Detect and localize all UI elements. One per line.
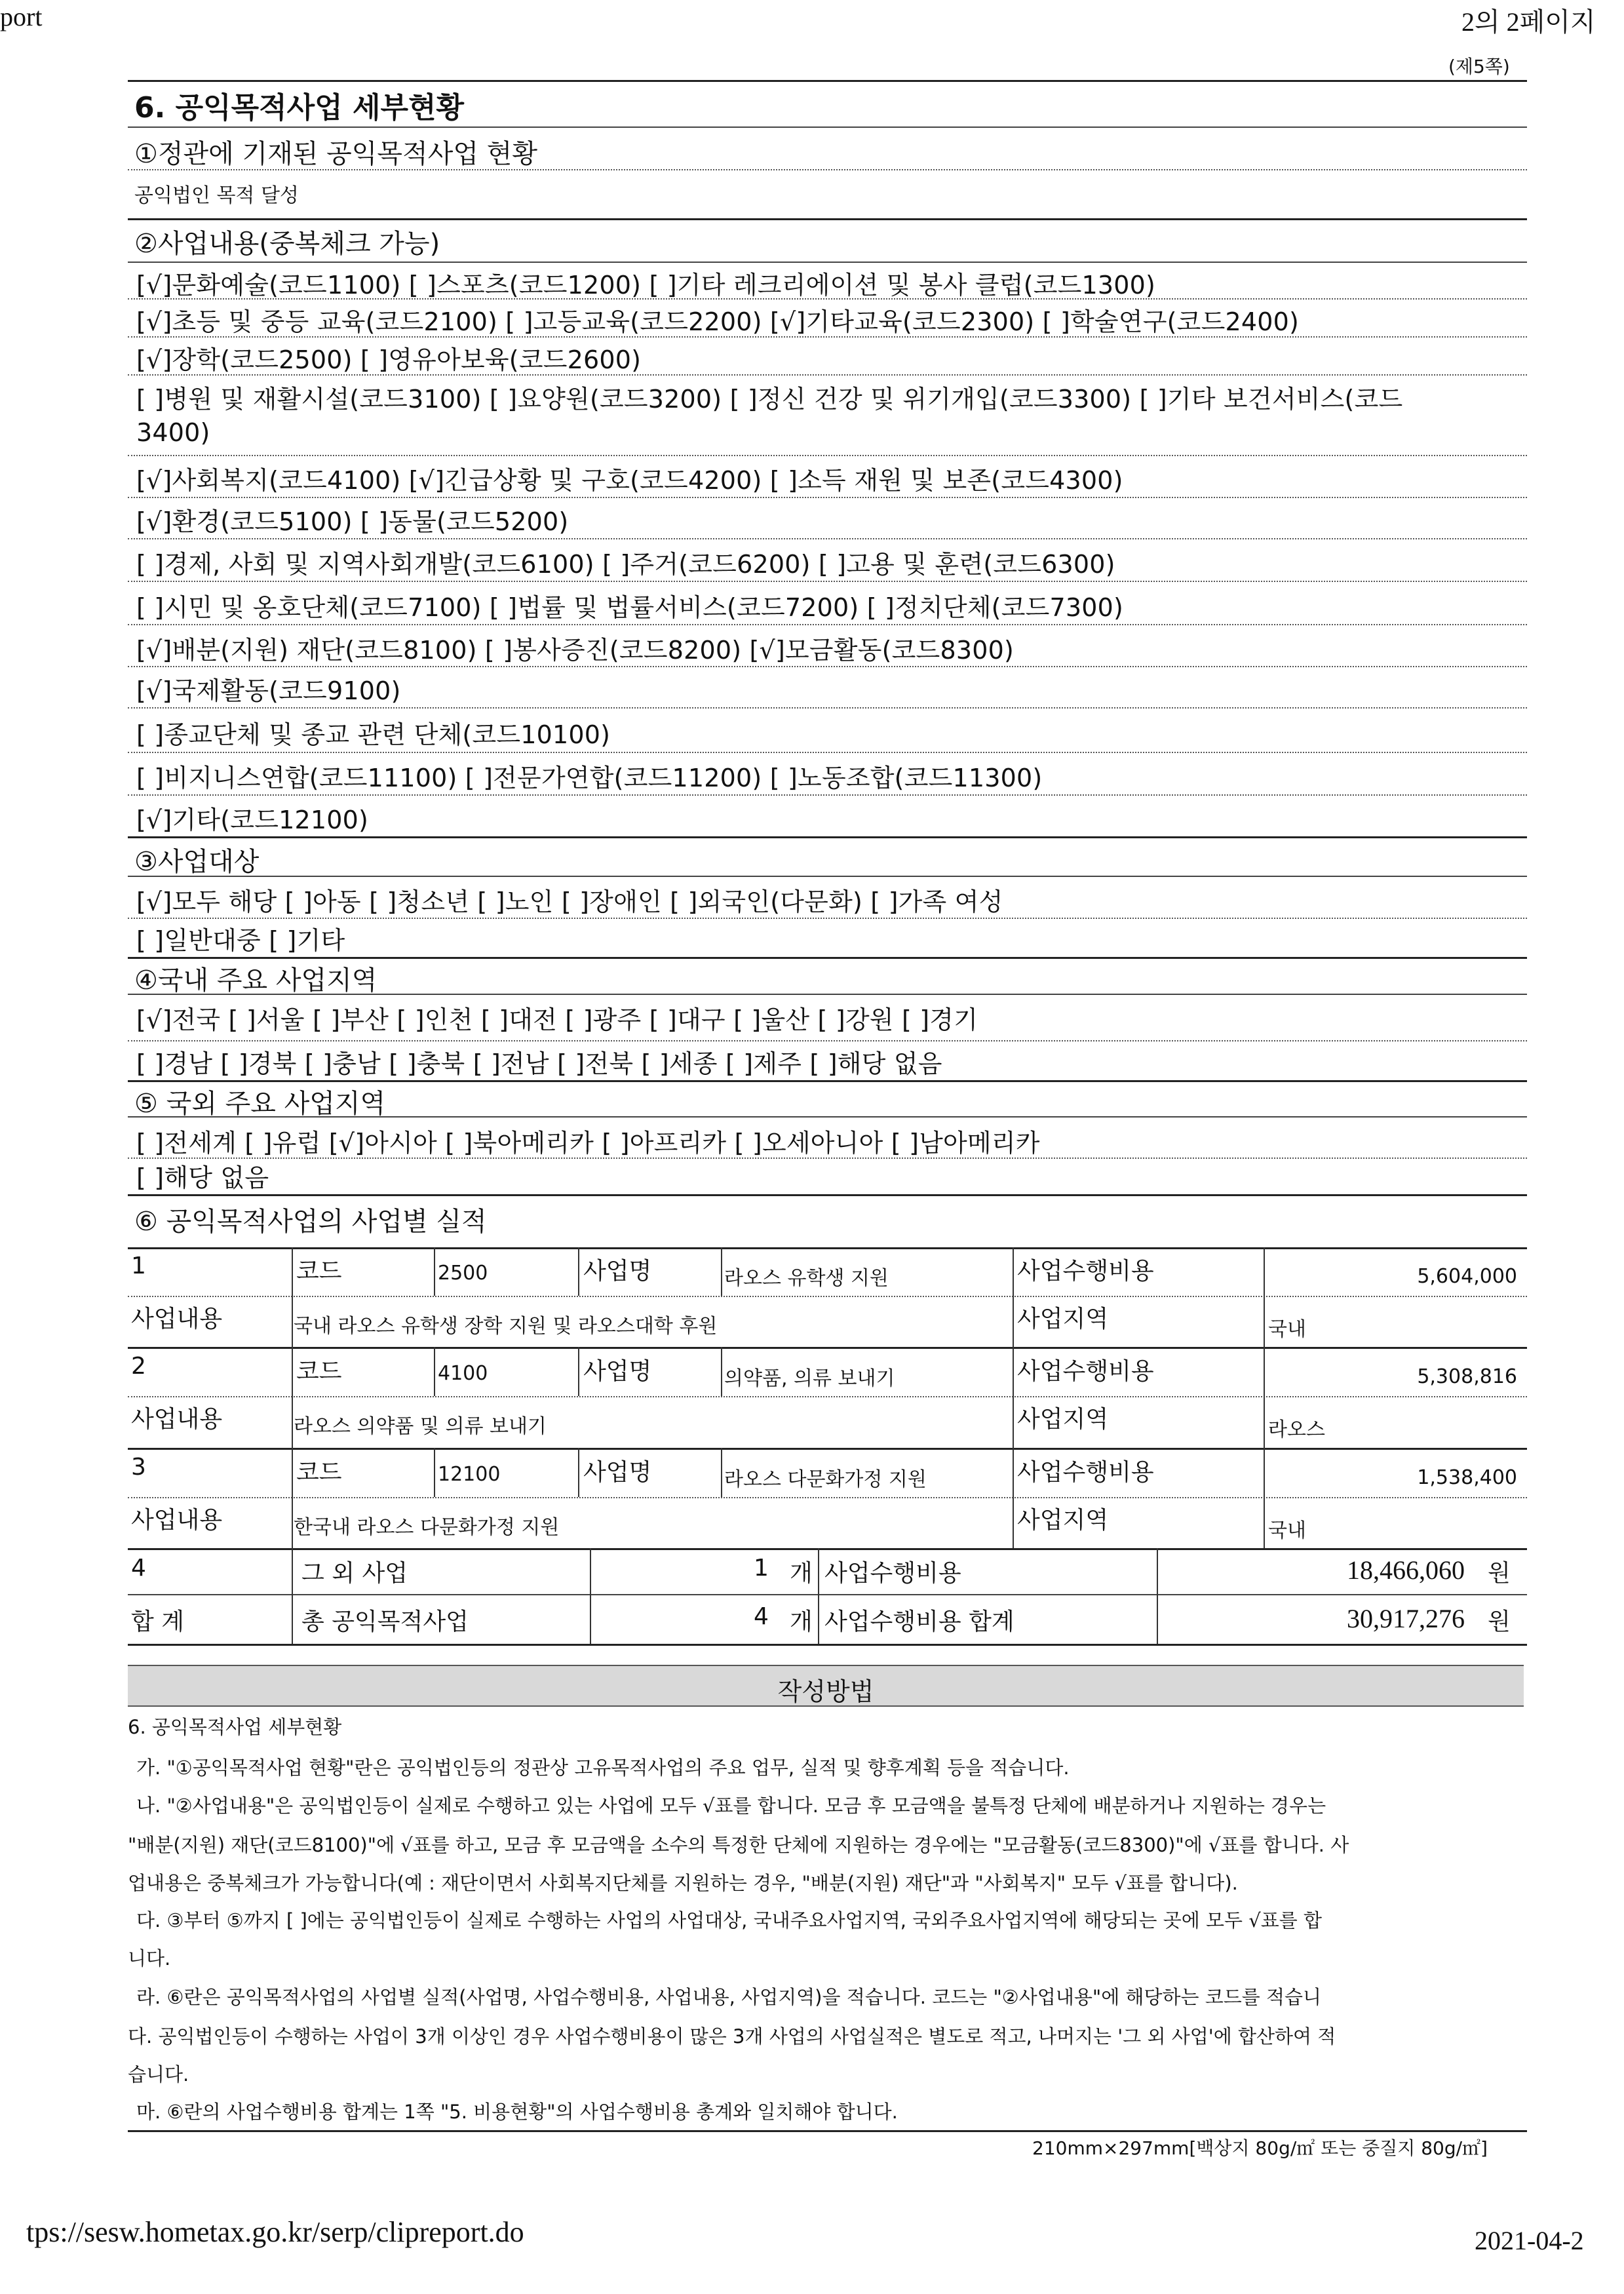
item-code: 4100 — [438, 1362, 488, 1385]
guide-line: 습니다. — [128, 2063, 189, 2086]
rule — [128, 169, 1527, 170]
guide-line: 다. 공익법인등이 수행하는 사업이 3개 이상인 경우 사업수행비용이 많은 3개 사업의 사업실적은 별도로 적고, 나머지는 '그 외 사업'에 합산하여 적 — [128, 2025, 1336, 2048]
cost-label: 사업수행비용 — [1017, 1258, 1154, 1285]
guide-line: 라. ⑥란은 공익목적사업의 사업별 실적(사업명, 사업수행비용, 사업내용, 사업지역)을 적습니다. 코드는 "②사업내용"에 해당하는 코드를 적습니 — [136, 1986, 1322, 2008]
item-code: 2500 — [438, 1262, 488, 1285]
guide-title: 작성방법 — [777, 1677, 874, 1706]
rule — [128, 126, 1527, 128]
total-count: 4 — [754, 1603, 769, 1630]
item-region: 라오스 — [1268, 1418, 1325, 1441]
other-unit: 개 — [790, 1560, 813, 1587]
code-label: 코드 — [296, 1459, 342, 1486]
other-won: 원 — [1488, 1560, 1511, 1587]
total-label: 총 공익목적사업 — [301, 1608, 469, 1635]
s2-row: [√]환경(코드5100) [ ]동물(코드5200) — [136, 507, 569, 536]
s1-text: 공익법인 목적 달성 — [134, 184, 299, 207]
item-cost: 1,538,400 — [1417, 1466, 1517, 1489]
s2-row: [ ]비지니스연합(코드11100) [ ]전문가연합(코드11200) [ ]노동조합(코드11300) — [136, 764, 1043, 792]
s4-heading: ④국내 주요 사업지역 — [134, 965, 377, 996]
total-unit: 개 — [790, 1608, 813, 1635]
print-header-page: 2의 2페이지 — [1461, 7, 1596, 37]
code-label: 코드 — [296, 1258, 342, 1285]
region-label: 사업지역 — [1017, 1306, 1109, 1332]
s2-row: [√]배분(지원) 재단(코드8100) [ ]봉사증진(코드8200) [√]모금활동(코드8300) — [136, 636, 1014, 665]
item-cost: 5,308,816 — [1417, 1365, 1517, 1388]
item-name: 의약품, 의류 보내기 — [724, 1367, 895, 1390]
s2-row: [ ]시민 및 옹호단체(코드7100) [ ]법률 및 법률서비스(코드7200) [ ]정치단체(코드7300) — [136, 593, 1124, 622]
item-content: 한국내 라오스 다문화가정 지원 — [294, 1516, 560, 1539]
s5-row: [ ]해당 없음 — [136, 1163, 269, 1192]
s5-heading: ⑤ 국외 주요 사업지역 — [134, 1089, 386, 1119]
guide-line: 다. ③부터 ⑤까지 [ ]에는 공익법인등이 실제로 수행하는 사업의 사업대상, 국내주요사업지역, 국외주요사업지역에 해당되는 곳에 모두 √표를 합 — [136, 1909, 1323, 1932]
s5-row: [ ]전세계 [ ]유럽 [√]아시아 [ ]북아메리카 [ ]아프리카 [ ]오세아니아 [ ]남아메리카 — [136, 1129, 1040, 1157]
total-won: 원 — [1488, 1608, 1511, 1635]
guide-bar — [128, 1665, 1524, 1707]
guide-line: 니다. — [128, 1947, 171, 1970]
total-cost-label: 사업수행비용 합계 — [824, 1608, 1015, 1635]
s2-row: [√]기타(코드12100) — [136, 806, 369, 834]
region-label: 사업지역 — [1017, 1406, 1109, 1433]
region-label: 사업지역 — [1017, 1507, 1109, 1534]
rule — [128, 218, 1527, 220]
item-name: 라오스 유학생 지원 — [724, 1267, 889, 1290]
guide-line: 마. ⑥란의 사업수행비용 합계는 1쪽 "5. 비용현황"의 사업수행비용 총계와 일치해야 합니다. — [136, 2101, 898, 2123]
guide-line: 업내용은 중복체크가 가능합니다(예 : 재단이면서 사회복지단체를 지원하는 경우, "배분(지원) 재단"과 "사회복지" 모두 √표를 합니다). — [128, 1872, 1238, 1894]
s4-row: [ ]경남 [ ]경북 [ ]충남 [ ]충북 [ ]전남 [ ]전북 [ ]세종 [ ]제주 [ ]해당 없음 — [136, 1049, 942, 1078]
total-no: 합 계 — [131, 1608, 184, 1635]
top-rule — [128, 80, 1527, 82]
cost-label: 사업수행비용 — [1017, 1459, 1154, 1486]
paper-note: 210mm×297mm[백상지 80g/㎡ 또는 중질지 80g/㎡] — [1032, 2137, 1488, 2159]
item-name: 라오스 다문화가정 지원 — [724, 1468, 927, 1491]
item-content: 라오스 의약품 및 의류 보내기 — [294, 1415, 547, 1438]
print-footer-url: tps://sesw.hometax.go.kr/serp/clipreport.do — [26, 2216, 524, 2248]
item-no: 2 — [131, 1353, 146, 1380]
other-count: 1 — [754, 1555, 769, 1582]
s1-heading: ①정관에 기재된 공익목적사업 현황 — [134, 139, 537, 169]
content-label: 사업내용 — [131, 1306, 223, 1332]
item-code: 12100 — [438, 1463, 501, 1486]
other-no: 4 — [131, 1555, 146, 1582]
s3-row: [ ]일반대중 [ ]기타 — [136, 926, 345, 955]
item-content: 국내 라오스 유학생 장학 지원 및 라오스대학 후원 — [294, 1315, 718, 1338]
name-label: 사업명 — [583, 1258, 652, 1285]
item-cost: 5,604,000 — [1417, 1265, 1517, 1288]
item-region: 국내 — [1268, 1318, 1306, 1341]
s2-row: [ ]경제, 사회 및 지역사회개발(코드6100) [ ]주거(코드6200) [ ]고용 및 훈련(코드6300) — [136, 550, 1115, 579]
s2-row: [√]국제활동(코드9100) — [136, 676, 401, 705]
guide-line: 가. "①공익목적사업 현황"란은 공익법인등의 정관상 고유목적사업의 주요 업무, 실적 및 향후계획 등을 적습니다. — [136, 1757, 1070, 1779]
guide-line: 나. "②사업내용"은 공익법인등이 실제로 수행하고 있는 사업에 모두 √표를 합니다. 모금 후 모금액을 불특정 단체에 배분하거나 지원하는 경우는 — [136, 1795, 1326, 1817]
s2-row: [√]사회복지(코드4100) [√]긴급상황 및 구호(코드4200) [ ]소득 재원 및 보존(코드4300) — [136, 466, 1123, 495]
s4-row: [√]전국 [ ]서울 [ ]부산 [ ]인천 [ ]대전 [ ]광주 [ ]대구 [ ]울산 [ ]강원 [ ]경기 — [136, 1005, 978, 1034]
guide-line: 6. 공익목적사업 세부현황 — [128, 1716, 342, 1738]
s2-heading: ②사업내용(중복체크 가능) — [134, 229, 440, 259]
s2-row: [ ]병원 및 재활시설(코드3100) [ ]요양원(코드3200) [ ]정신 건강 및 위기개입(코드3300) [ ]기타 보건서비스(코드 — [136, 385, 1403, 414]
total-cost: 30,917,276 — [1347, 1604, 1465, 1633]
other-cost-label: 사업수행비용 — [824, 1560, 961, 1587]
s2-row: 3400) — [136, 418, 210, 447]
s2-row: [√]문화예술(코드1100) [ ]스포츠(코드1200) [ ]기타 레크리에이션 및 봉사 클럽(코드1300) — [136, 271, 1156, 300]
name-label: 사업명 — [583, 1459, 652, 1486]
rule — [128, 262, 1527, 263]
content-label: 사업내용 — [131, 1507, 223, 1534]
print-header-left: port — [0, 2, 43, 31]
item-no: 3 — [131, 1454, 146, 1481]
s2-row: [√]장학(코드2500) [ ]영유아보육(코드2600) — [136, 345, 642, 374]
print-footer-date: 2021-04-2 — [1475, 2226, 1584, 2255]
code-label: 코드 — [296, 1358, 342, 1385]
cost-label: 사업수행비용 — [1017, 1358, 1154, 1385]
section-title: 6. 공익목적사업 세부현황 — [134, 91, 465, 125]
other-label: 그 외 사업 — [301, 1560, 408, 1587]
s3-row: [√]모두 해당 [ ]아동 [ ]청소년 [ ]노인 [ ]장애인 [ ]외국인(다문화) [ ]가족 여성 — [136, 887, 1003, 916]
item-region: 국내 — [1268, 1519, 1306, 1542]
s2-row: [√]초등 및 중등 교육(코드2100) [ ]고등교육(코드2200) [√]기타교육(코드2300) [ ]학술연구(코드2400) — [136, 307, 1300, 336]
other-cost: 18,466,060 — [1347, 1555, 1465, 1585]
item-no: 1 — [131, 1253, 146, 1279]
s3-heading: ③사업대상 — [134, 847, 260, 877]
s2-row: [ ]종교단체 및 종교 관련 단체(코드10100) — [136, 720, 611, 749]
page-code: (제5쪽) — [1448, 56, 1510, 77]
s6-heading: ⑥ 공익목적사업의 사업별 실적 — [134, 1207, 487, 1237]
guide-line: "배분(지원) 재단(코드8100)"에 √표를 하고, 모금 후 모금액을 소수의 특정한 단체에 지원하는 경우에는 "모금활동(코드8300)"에 √표를 합니다. 사 — [128, 1834, 1349, 1856]
content-label: 사업내용 — [131, 1406, 223, 1433]
rule — [128, 836, 1527, 838]
name-label: 사업명 — [583, 1358, 652, 1385]
